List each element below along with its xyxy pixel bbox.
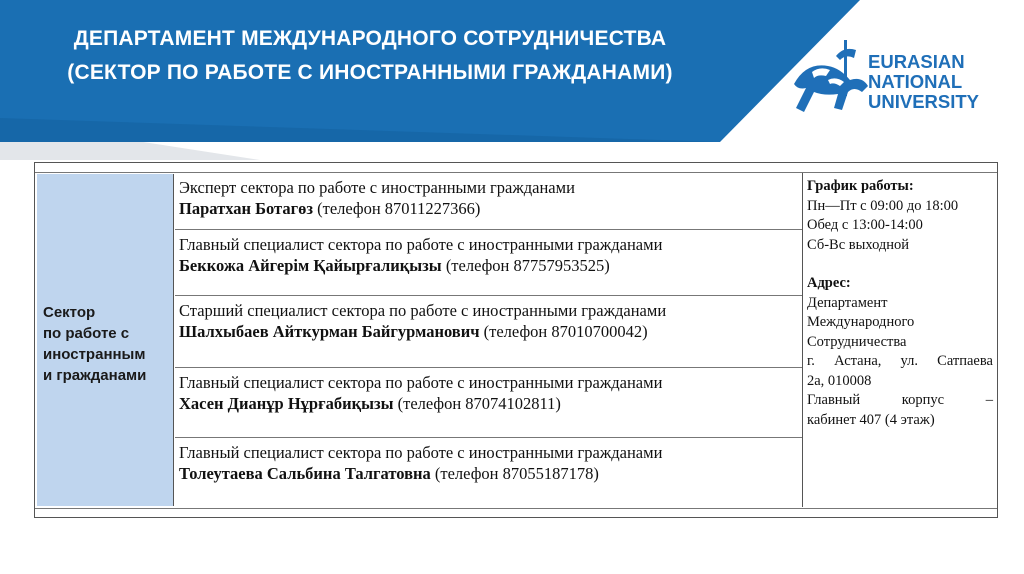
info-cell (802, 173, 997, 507)
sector-label-line: Сектор (43, 304, 96, 321)
staff-row (175, 438, 802, 507)
sector-label (43, 302, 146, 386)
schedule-line: Сб-Вс выходной (807, 236, 910, 253)
staff-position: Главный специалист сектора по работе с иностранными гражданами (179, 443, 663, 462)
address-line (807, 352, 993, 372)
staff-row (175, 296, 802, 368)
address-line: кабинет 407 (4 этаж) (807, 411, 935, 428)
staff-name: Паратхан Ботагөз (179, 199, 313, 218)
staff-phone: (телефон 87757953525) (441, 256, 610, 275)
staff-position: Старший специалист сектора по работе с иностранными гражданами (179, 301, 667, 320)
address-word: Сатпаева (937, 353, 993, 369)
staff-name: Толеутаева Сальбина Талгатовна (179, 464, 431, 483)
address-line: Международного (807, 314, 915, 330)
address-line (807, 391, 993, 411)
address-line: 2а, 010008 (807, 372, 872, 389)
address-title: Адрес: (807, 275, 851, 291)
sector-label-line: и гражданами (43, 367, 147, 384)
staff-name: Шалхыбаев Айткурман Байгурманович (179, 322, 480, 341)
staff-row (175, 230, 802, 296)
staff-phone: (телефон 87055187178) (430, 464, 599, 483)
address-word: Астана, (834, 353, 882, 369)
staff-list (175, 173, 802, 507)
schedule-line: Пн—Пт с 09:00 до 18:00 (807, 197, 959, 214)
title-line-2: (СЕКТОР ПО РАБОТЕ С ИНОСТРАННЫМИ ГРАЖДАНАМИ) (67, 61, 673, 84)
logo-line-1: EURASIAN (868, 51, 965, 72)
staff-position: Главный специалист сектора по работе с иностранными гражданами (179, 235, 663, 254)
address-word: ул. (900, 353, 919, 369)
contacts-table (34, 162, 998, 518)
address-word: корпус (901, 392, 945, 408)
logo-line-2: NATIONAL (868, 71, 963, 92)
staff-name: Беккожа Айгерім Қайырғалиқызы (179, 256, 442, 275)
table-bottom-spacer (35, 508, 997, 518)
table-top-spacer (35, 163, 997, 173)
spacer (807, 255, 993, 274)
sector-label-line: по работе с (43, 325, 130, 342)
staff-position: Эксперт сектора по работе с иностранными гражданами (179, 178, 575, 197)
schedule-title: График работы: (807, 178, 914, 194)
page-title (0, 22, 740, 90)
staff-row (175, 173, 802, 230)
staff-phone: (телефон 87011227366) (312, 199, 481, 218)
address-word: г. (807, 353, 815, 369)
title-line-1: ДЕПАРТАМЕНТ МЕЖДУНАРОДНОГО СОТРУДНИЧЕСТВА (73, 27, 667, 50)
address-word: Главный (807, 392, 861, 408)
address-line: Департамент (807, 294, 888, 311)
schedule-line: Обед с 13:00-14:00 (807, 217, 923, 233)
staff-row (175, 368, 802, 438)
logo-line-3: UNIVERSITY (868, 91, 980, 112)
address-word: – (985, 392, 993, 408)
university-logo-text (868, 52, 979, 112)
sector-label-line: иностранным (43, 346, 146, 363)
staff-phone: (телефон 87010700042) (479, 322, 648, 341)
staff-phone: (телефон 87074102811) (393, 394, 561, 413)
address-line: Сотрудничества (807, 333, 907, 350)
staff-name: Хасен Дианұр Нұрғабиқызы (179, 394, 394, 413)
staff-position: Главный специалист сектора по работе с иностранными гражданами (179, 373, 663, 392)
sector-cell (37, 174, 174, 506)
